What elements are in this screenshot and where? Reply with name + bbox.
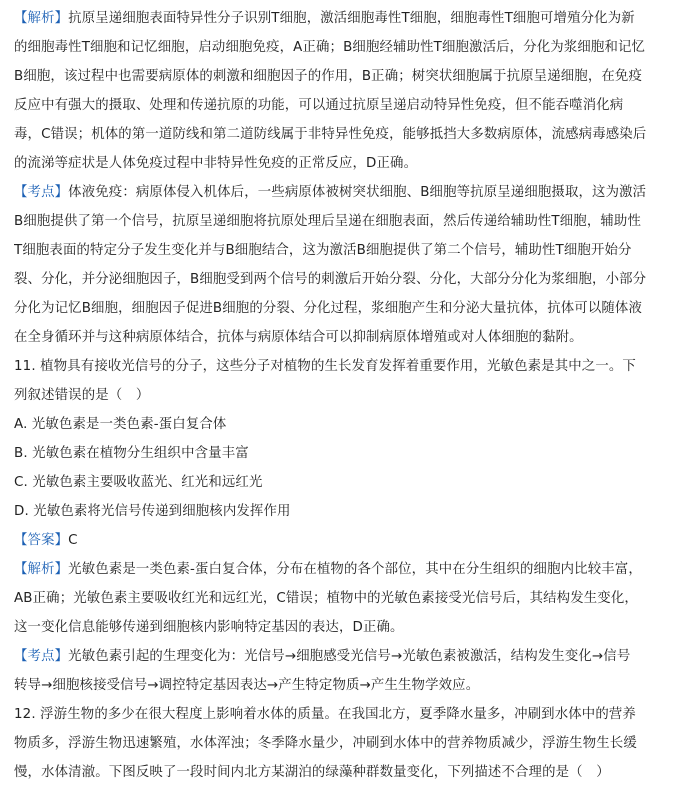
text-line — [14, 236, 682, 265]
text-line — [14, 671, 682, 700]
text-line — [14, 584, 682, 613]
line-text: B. 光敏色素在植物分生组织中含量丰富 — [14, 446, 249, 461]
line-text: 反应中有强大的摄取、处理和传递抗原的功能，可以通过抗原呈递启动特异性免疫，但不能吞噬消化病 — [14, 98, 624, 113]
line-text: 体液免疫：病原体侵入机体后，一些病原体被树突状细胞、B细胞等抗原呈递细胞摄取，这为激活 — [68, 185, 647, 200]
text-line — [14, 91, 682, 120]
section-tag: 【考点】 — [14, 649, 69, 664]
line-text: 的细胞毒性T细胞和记忆细胞，启动细胞免疫，A正确；B细胞经辅助性T细胞激活后，分化为浆细胞和记忆 — [14, 40, 646, 55]
line-text: C — [68, 533, 78, 548]
text-line — [14, 62, 682, 91]
text-line — [14, 294, 682, 323]
text-line — [14, 468, 682, 497]
text-line — [14, 149, 682, 178]
line-text: 的流涕等症状是人体免疫过程中非特异性免疫的正常反应，D正确。 — [14, 156, 418, 171]
text-line — [14, 439, 682, 468]
line-text: A. 光敏色素是一类色素-蛋白复合体 — [14, 417, 227, 432]
section-tag: 【解析】 — [14, 11, 69, 26]
line-text: B细胞提供了第一个信号，抗原呈递细胞将抗原处理后呈递在细胞表面，然后传递给辅助性T细胞，辅助性 — [14, 214, 641, 229]
line-text: 抗原呈递细胞表面特异性分子识别T细胞，激活细胞毒性T细胞，细胞毒性T细胞可增殖分化为新 — [68, 11, 635, 26]
text-line — [14, 323, 682, 352]
text-line — [14, 178, 682, 207]
text-line — [14, 265, 682, 294]
line-text: 在全身循环并与这种病原体结合，抗体与病原体结合可以抑制病原体增殖或对人体细胞的黏附。 — [14, 330, 583, 345]
line-text: 光敏色素引起的生理变化为：光信号→细胞感受光信号→光敏色素被激活，结构发生变化→信号 — [68, 649, 631, 664]
text-line — [14, 33, 682, 62]
text-line — [14, 120, 682, 149]
line-text: 光敏色素是一类色素-蛋白复合体，分布在植物的各个部位，其中在分生组织的细胞内比较丰富， — [68, 562, 642, 577]
line-text: AB正确；光敏色素主要吸收红光和远红光，C错误；植物中的光敏色素接受光信号后，其结构发生变化， — [14, 591, 638, 606]
text-line — [14, 555, 682, 584]
section-tag: 【考点】 — [14, 185, 69, 200]
line-text: 这一变化信息能够传递到细胞核内影响特定基因的表达，D正确。 — [14, 620, 404, 635]
line-text: 列叙述错误的是（ ） — [14, 388, 150, 403]
text-line — [14, 381, 682, 410]
line-text: T细胞表面的特定分子发生变化并与B细胞结合，这为激活B细胞提供了第二个信号，辅助性T细胞开始分 — [14, 243, 632, 258]
line-text: 毒，C错误；机体的第一道防线和第二道防线属于非特异性免疫，能够抵挡大多数病原体，流感病毒感染后 — [14, 127, 647, 142]
section-tag: 【解析】 — [14, 562, 69, 577]
line-text: 物质多，浮游生物迅速繁殖，水体浑浊；冬季降水量少，冲刷到水体中的营养物质减少，浮游生物生长缓 — [14, 736, 637, 751]
line-text: 转导→细胞核接受信号→调控特定基因表达→产生特定物质→产生生物学效应。 — [14, 678, 480, 693]
text-line — [14, 207, 682, 236]
line-text: 分化为记忆B细胞，细胞因子促进B细胞的分裂、分化过程，浆细胞产生和分泌大量抗体，抗体可以随体液 — [14, 301, 642, 316]
text-line — [14, 700, 682, 729]
text-line — [14, 352, 682, 381]
line-text: 慢，水体清澈。下图反映了一段时间内北方某湖泊的绿藻种群数量变化，下列描述不合理的是（ ） — [14, 765, 610, 780]
text-line — [14, 758, 682, 787]
line-text: 11. 植物具有接收光信号的分子，这些分子对植物的生长发育发挥着重要作用，光敏色素是其中之一。下 — [14, 359, 636, 374]
line-text: B细胞，该过程中也需要病原体的刺激和细胞因子的作用，B正确；树突状细胞属于抗原呈递细胞，在免疫 — [14, 69, 642, 84]
text-line — [14, 526, 682, 555]
line-text: 12. 浮游生物的多少在很大程度上影响着水体的质量。在我国北方，夏季降水量多，冲刷到水体中的营养 — [14, 707, 636, 722]
text-line — [14, 642, 682, 671]
section-tag: 【答案】 — [14, 533, 69, 548]
text-line — [14, 729, 682, 758]
text-line — [14, 613, 682, 642]
text-line — [14, 497, 682, 526]
document-page — [14, 4, 682, 787]
text-line — [14, 4, 682, 33]
line-text: D. 光敏色素将光信号传递到细胞核内发挥作用 — [14, 504, 291, 519]
line-text: C. 光敏色素主要吸收蓝光、红光和远红光 — [14, 475, 263, 490]
line-text: 裂、分化，并分泌细胞因子，B细胞受到两个信号的刺激后开始分裂、分化，大部分分化为浆细胞，小部分 — [14, 272, 647, 287]
text-line — [14, 410, 682, 439]
